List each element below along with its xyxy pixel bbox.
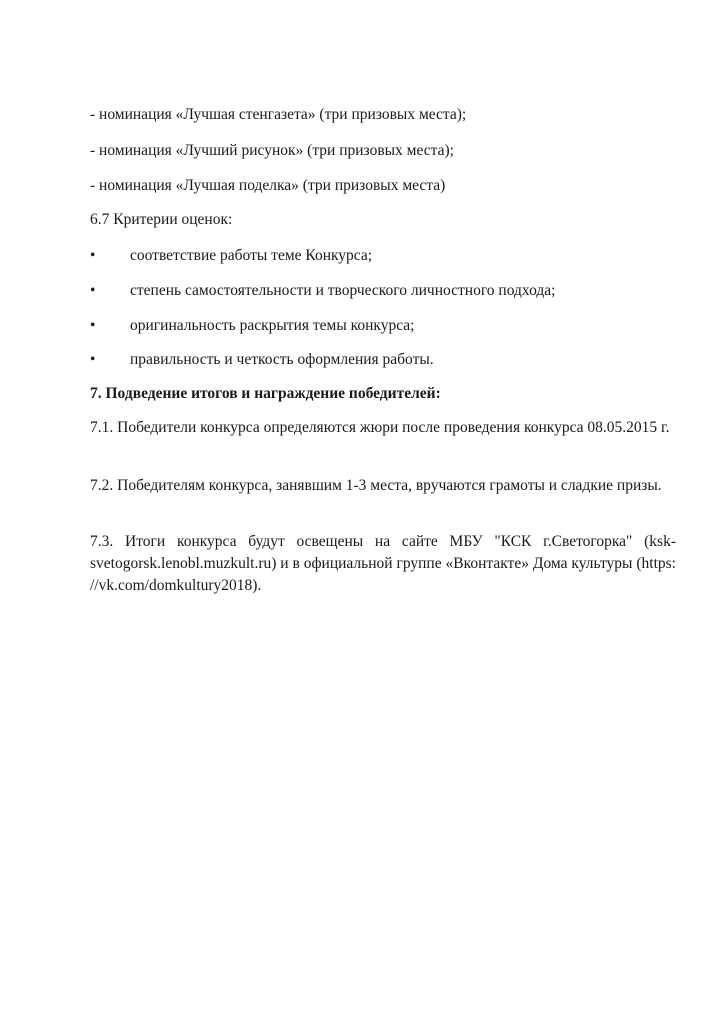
- nomination-line-2: - номинация «Лучший рисунок» (три призовых места);: [90, 142, 454, 159]
- paragraph-7-3: 7.3. Итоги конкурса будут освещены на сайте МБУ "КСК г.Светогорка" (ksk-svetogorsk.lenobl.muzkult.ru) и в официальной группе «Вконтакте» Дома культуры (https: //vk.com/domkultury2018).: [90, 533, 676, 594]
- section-7-heading: 7. Подведение итогов и награждение победителей:: [90, 385, 441, 402]
- criteria-item-4: правильность и четкость оформления работы.: [130, 351, 434, 368]
- criteria-item-3: оригинальность раскрытия темы конкурса;: [130, 317, 415, 334]
- bullet-icon: •: [90, 247, 96, 264]
- nomination-line-3: - номинация «Лучшая поделка» (три призовых места): [90, 177, 446, 194]
- criteria-title: 6.7 Критерии оценок:: [90, 211, 233, 228]
- nomination-line-1: - номинация «Лучшая стенгазета» (три призовых места);: [90, 106, 467, 123]
- bullet-icon: •: [90, 282, 96, 299]
- paragraph-7-1: 7.1. Победители конкурса определяются жюри после проведения конкурса 08.05.2015 г.: [90, 419, 670, 436]
- criteria-item-1: соответствие работы теме Конкурса;: [130, 247, 373, 264]
- criteria-item-2: степень самостоятельности и творческого личностного подхода;: [130, 282, 556, 299]
- bullet-icon: •: [90, 317, 96, 334]
- paragraph-7-2: 7.2. Победителям конкурса, занявшим 1-3 места, вручаются грамоты и сладкие призы.: [90, 477, 662, 494]
- bullet-icon: •: [90, 351, 96, 368]
